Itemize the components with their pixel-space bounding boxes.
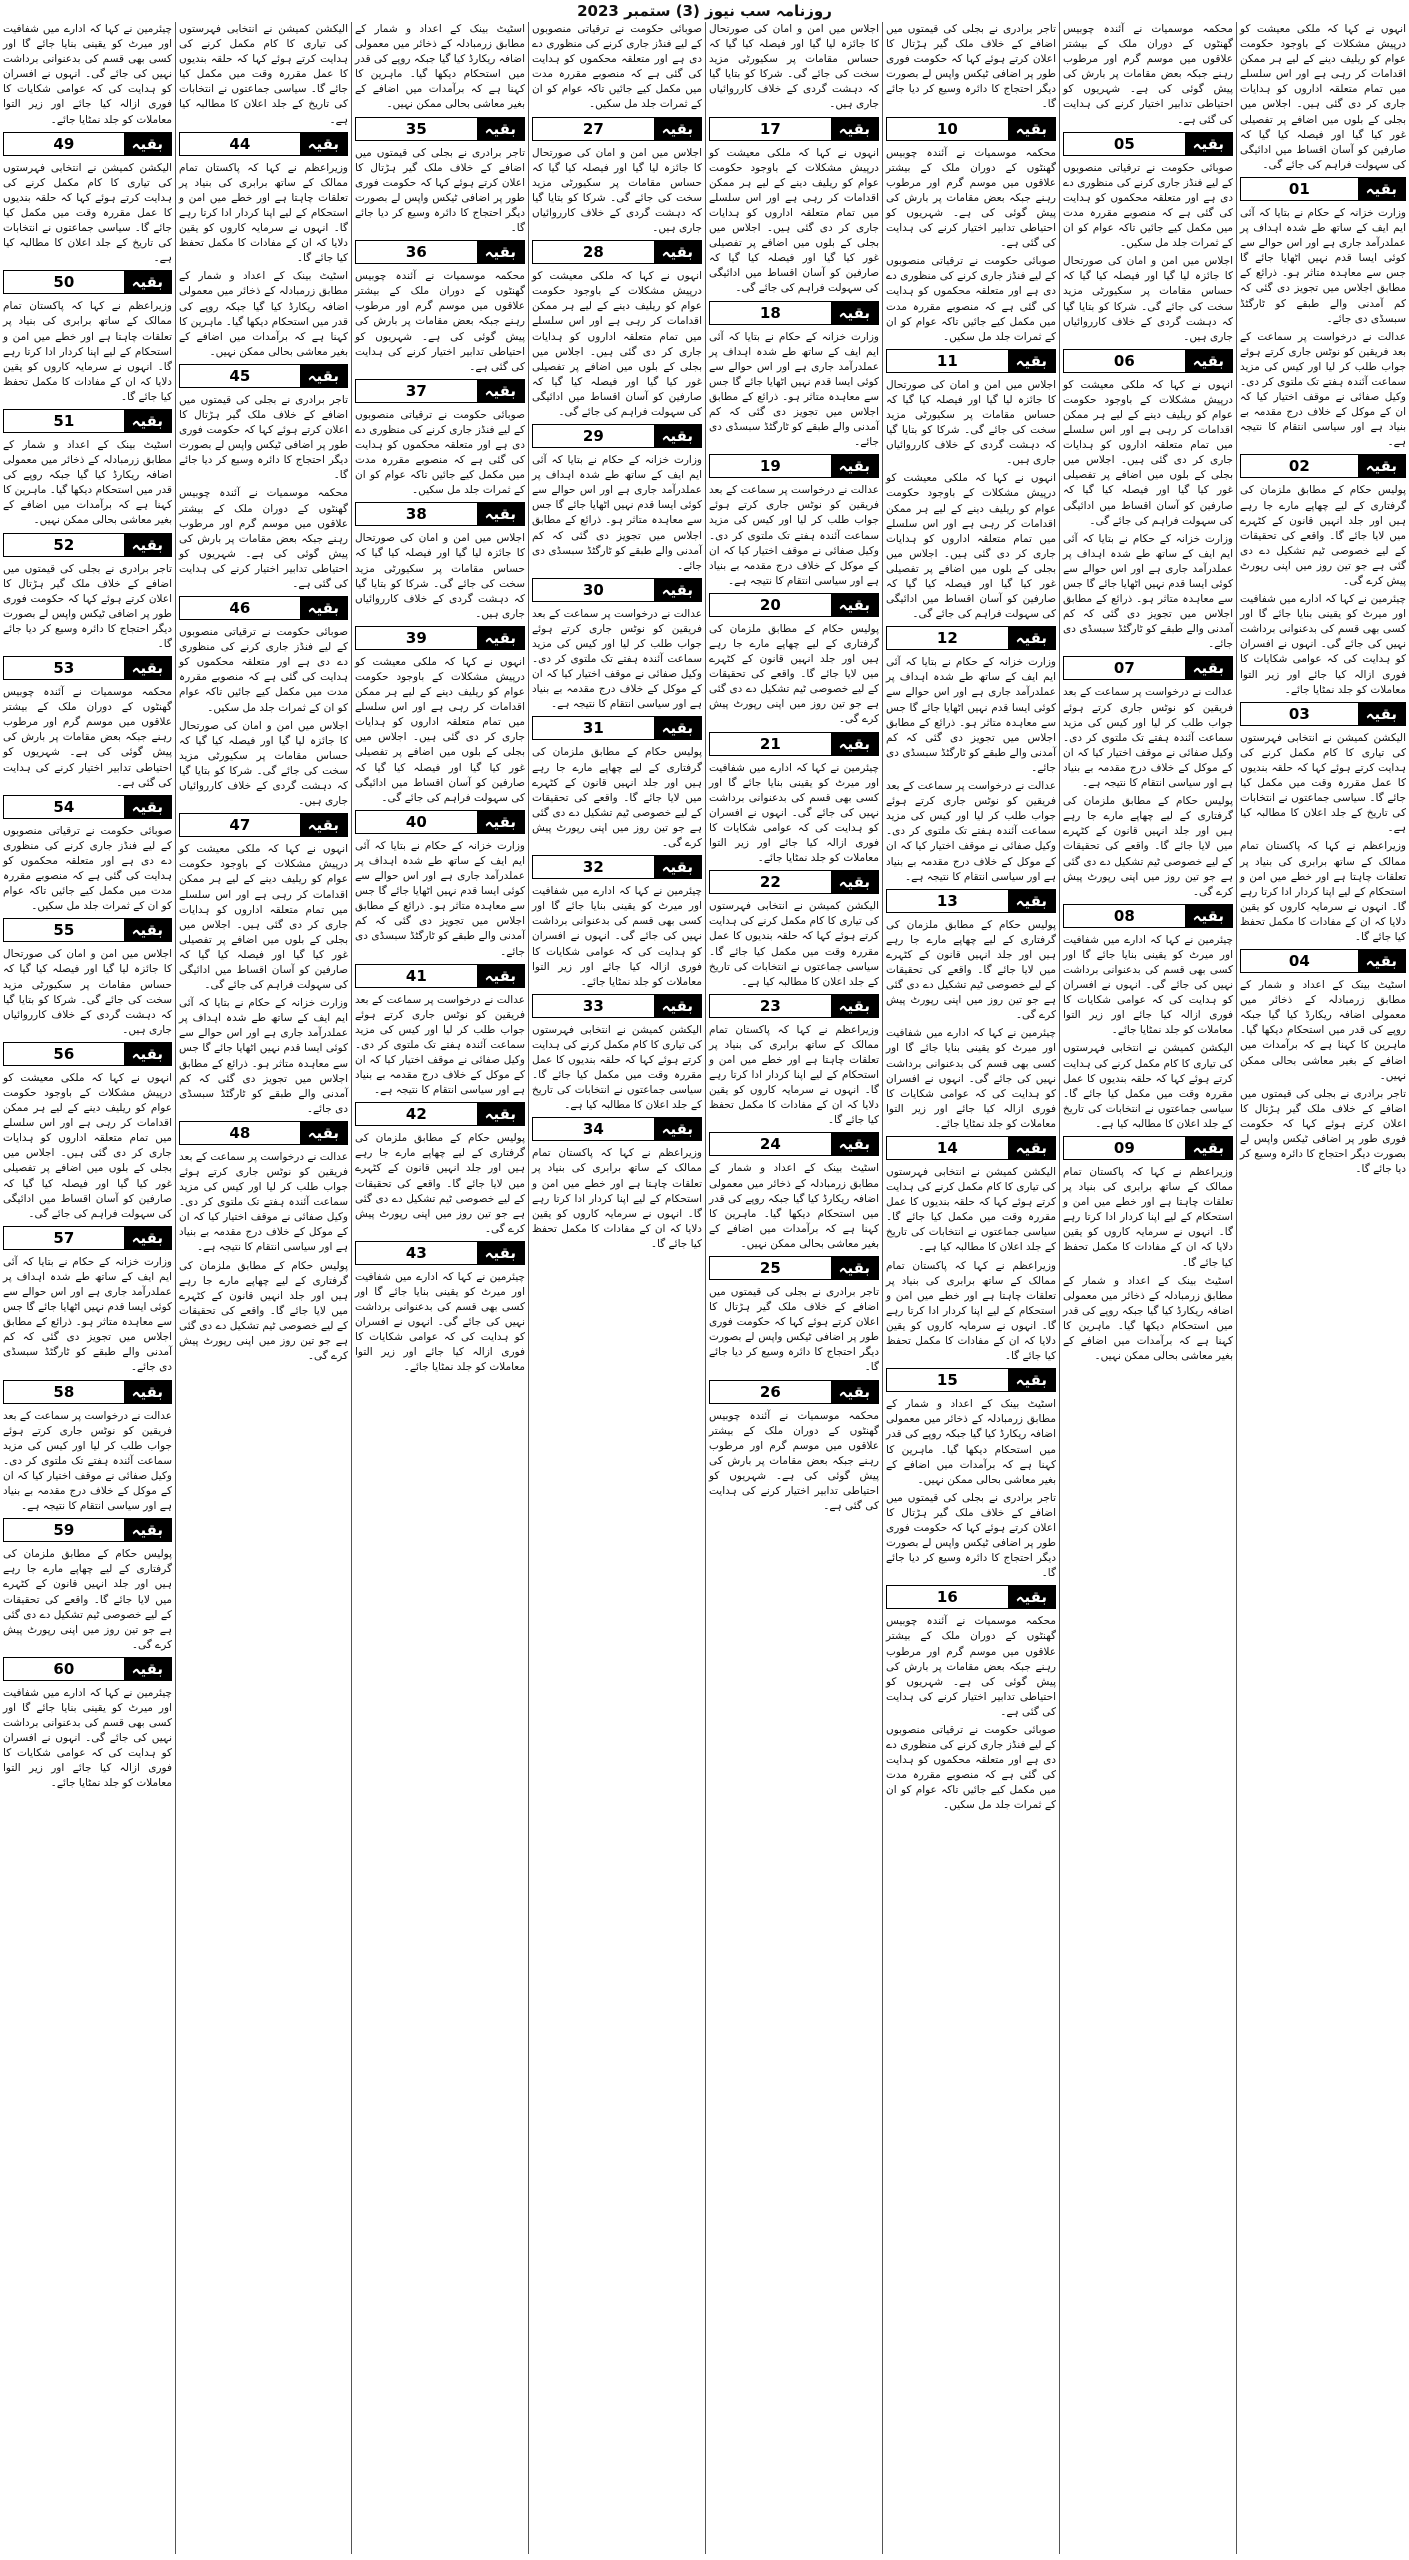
continued-number: 42 [405, 1105, 427, 1124]
article-text: چیئرمین نے کہا کہ ادارے میں شفافیت اور میرٹ کو یقینی بنایا جائے گا اور کسی بھی قسم کی بدعنوانی برداشت نہیں کی جائے گی۔ انہوں نے افسران کو ہدایت کی کہ عوامی شکایات کا فوری ازالہ کیا جائے اور زیر التوا معاملات کو جلد نمٹایا جائے۔ [709, 761, 879, 865]
article-text: پولیس حکام کے مطابق ملزمان کی گرفتاری کے لیے چھاپے مارے جا رہے ہیں اور جلد انہیں قانون کے کٹہرے میں لایا جائے گا۔ واقعے کی تحقیقات کے لیے خصوصی ٹیم تشکیل دے دی گئی ہے جو تین روز میں اپنی رپورٹ پیش کرے گی۔ [179, 1259, 348, 1363]
article-text: اجلاس میں امن و امان کی صورتحال کا جائزہ لیا گیا اور فیصلہ کیا گیا کہ حساس مقامات پر سکیورٹی مزید سخت کی جائے گی۔ شرکا کو بتایا گیا کہ دہشت گردی کے خلاف کارروائیاں جاری ہیں۔ [3, 948, 172, 1036]
continued-box [179, 364, 348, 388]
article-text: الیکشن کمیشن نے انتخابی فہرستوں کی تیاری کا کام مکمل کرنے کی ہدایت کرتے ہوئے کہا کہ حلقہ بندیوں کا عمل مقررہ وقت میں مکمل کیا جائے گا۔ سیاسی جماعتوں نے انتخابات کی تاریخ کے جلد اعلان کا مطالبہ کیا ہے۔ [1063, 1042, 1233, 1130]
article-text: چیئرمین نے کہا کہ ادارے میں شفافیت اور میرٹ کو یقینی بنایا جائے گا اور کسی بھی قسم کی بدعنوانی برداشت نہیں کی جائے گی۔ انہوں نے افسران کو ہدایت کی کہ عوامی شکایات کا فوری ازالہ کیا جائے اور زیر التوا معاملات کو جلد نمٹایا جائے۔ [3, 23, 172, 126]
article-text: تاجر برادری نے بجلی کی قیمتوں میں اضافے کے خلاف ملک گیر ہڑتال کا اعلان کرتے ہوئے کہا کہ حکومت فوری طور پر اضافی ٹیکس واپس لے بصورت دیگر احتجاج کا دائرہ وسیع کر دیا جائے گا۔ [355, 146, 525, 235]
article-text: اجلاس میں امن و امان کی صورتحال کا جائزہ لیا گیا اور فیصلہ کیا گیا کہ حساس مقامات پر سکیورٹی مزید سخت کی جائے گی۔ شرکا کو بتایا گیا کہ دہشت گردی کے خلاف کارروائیاں جاری ہیں۔ [886, 378, 1056, 467]
continued-number: 35 [405, 119, 427, 138]
article-text: صوبائی حکومت نے ترقیاتی منصوبوں کے لیے فنڈز جاری کرنے کی منظوری دے دی ہے اور متعلقہ محکموں کو ہدایت کی گئی ہے کہ منصوبے مقررہ مدت میں مکمل کیے جائیں تاکہ عوام کو ان کے ثمرات جلد مل سکیں۔ [179, 626, 348, 714]
article-text: انہوں نے کہا کہ ملکی معیشت کو درپیش مشکلات کے باوجود حکومت عوام کو ریلیف دینے کے لیے ہر ممکن اقدامات کر رہی ہے اور اس سلسلے میں تمام متعلقہ اداروں کو ہدایات جاری کر دی گئی ہیں۔ اجلاس میں بجلی کے بلوں میں اضافے پر تفصیلی غور کیا گیا اور فیصلہ کیا گیا کہ صارفین کو آسان اقساط میں ادائیگی کی سہولت فراہم کی جائے گی۔ [532, 270, 702, 418]
continued-box [179, 1121, 348, 1145]
continued-number: 36 [405, 243, 427, 262]
article-text: وزارت خزانہ کے حکام نے بتایا کہ آئی ایم ایف کے ساتھ طے شدہ اہداف پر عملدرآمد جاری ہے اور اس حوالے سے کوئی ایسا قدم نہیں اٹھایا جائے گا جس سے معاہدہ متاثر ہو۔ ذرائع کے مطابق اجلاس میں تجویز دی گئی کہ کم آمدنی والے طبقے کو ٹارگٹڈ سبسڈی دی جائے۔ [532, 454, 702, 572]
article-text: محکمہ موسمیات نے آئندہ چوبیس گھنٹوں کے دوران ملک کے بیشتر علاقوں میں موسم گرم اور مرطوب رہنے جبکہ بعض مقامات پر بارش کی پیش گوئی کی ہے۔ شہریوں کو احتیاطی تدابیر اختیار کرنے کی ہدایت کی گئی ہے۔ [355, 270, 525, 373]
continued-number: 43 [405, 1243, 427, 1262]
continued-number: 34 [582, 1120, 604, 1139]
continued-box [532, 716, 702, 740]
continued-box [1063, 904, 1233, 928]
continued-number: 18 [759, 303, 781, 322]
continued-number: 40 [405, 812, 427, 831]
continued-number: 56 [53, 1044, 75, 1063]
continued-number: 26 [759, 1382, 781, 1401]
continued-label: بقیہ [477, 1103, 524, 1125]
continued-label: بقیہ [831, 118, 878, 140]
continued-number: 37 [405, 381, 427, 400]
continued-box [1063, 656, 1233, 680]
article-text: عدالت نے درخواست پر سماعت کے بعد فریقین کو نوٹس جاری کرتے ہوئے جواب طلب کر لیا اور کیس کی مزید سماعت آئندہ ہفتے تک ملتوی کر دی۔ وکیل صفائی نے موقف اختیار کیا کہ ان کے موکل کے خلاف درج مقدمہ بے بنیاد ہے اور سیاسی انتقام کا نتیجہ ہے۔ [532, 607, 702, 711]
article-text: محکمہ موسمیات نے آئندہ چوبیس گھنٹوں کے دوران ملک کے بیشتر علاقوں میں موسم گرم اور مرطوب رہنے جبکہ بعض مقامات پر بارش کی پیش گوئی کی ہے۔ شہریوں کو احتیاطی تدابیر اختیار کرنے کی ہدایت کی گئی ہے۔ [179, 487, 348, 590]
continued-label: بقیہ [831, 594, 878, 616]
article-text: تاجر برادری نے بجلی کی قیمتوں میں اضافے کے خلاف ملک گیر ہڑتال کا اعلان کرتے ہوئے کہا کہ حکومت فوری طور پر اضافی ٹیکس واپس لے بصورت دیگر احتجاج کا دائرہ وسیع کر دیا جائے گا۔ [886, 23, 1056, 111]
continued-box [3, 1226, 172, 1250]
continued-number: 25 [759, 1259, 781, 1277]
continued-number: 21 [759, 734, 781, 753]
continued-box [355, 964, 525, 988]
article-text: عدالت نے درخواست پر سماعت کے بعد فریقین کو نوٹس جاری کرتے ہوئے جواب طلب کر لیا اور کیس کی مزید سماعت آئندہ ہفتے تک ملتوی کر دی۔ وکیل صفائی نے موقف اختیار کیا کہ ان کے موکل کے خلاف درج مقدمہ بے بنیاد ہے اور سیاسی انتقام کا نتیجہ ہے۔ [709, 484, 879, 587]
continued-box [179, 813, 348, 837]
continued-label: بقیہ [477, 1242, 524, 1264]
news-column-8 [0, 22, 175, 2554]
article-text: محکمہ موسمیات نے آئندہ چوبیس گھنٹوں کے دوران ملک کے بیشتر علاقوں میں موسم گرم اور مرطوب رہنے جبکہ بعض مقامات پر بارش کی پیش گوئی کی ہے۔ شہریوں کو احتیاطی تدابیر اختیار کرنے کی ہدایت کی گئی ہے۔ [886, 146, 1056, 250]
continued-number: 53 [53, 659, 75, 678]
article-text: انہوں نے کہا کہ ملکی معیشت کو درپیش مشکلات کے باوجود حکومت عوام کو ریلیف دینے کے لیے ہر ممکن اقدامات کر رہی ہے اور اس سلسلے میں تمام متعلقہ اداروں کو ہدایات جاری کر دی گئی ہیں۔ اجلاس میں بجلی کے بلوں میں اضافے پر تفصیلی غور کیا گیا اور فیصلہ کیا گیا کہ صارفین کو آسان اقساط میں ادائیگی کی سہولت فراہم کی جائے گی۔ [355, 655, 525, 804]
continued-number: 05 [1113, 134, 1135, 153]
continued-label: بقیہ [477, 503, 524, 525]
continued-box [886, 1585, 1056, 1609]
continued-label: بقیہ [1185, 1137, 1232, 1159]
article-text: عدالت نے درخواست پر سماعت کے بعد فریقین کو نوٹس جاری کرتے ہوئے جواب طلب کر لیا اور کیس کی مزید سماعت آئندہ ہفتے تک ملتوی کر دی۔ وکیل صفائی نے موقف اختیار کیا کہ ان کے موکل کے خلاف درج مقدمہ بے بنیاد ہے اور سیاسی انتقام کا نتیجہ ہے۔ [179, 1150, 348, 1254]
continued-label: بقیہ [477, 118, 524, 140]
continued-label: بقیہ [124, 1658, 171, 1680]
article-text: انہوں نے کہا کہ ملکی معیشت کو درپیش مشکلات کے باوجود حکومت عوام کو ریلیف دینے کے لیے ہر ممکن اقدامات کر رہی ہے اور اس سلسلے میں تمام متعلقہ اداروں کو ہدایات جاری کر دی گئی ہیں۔ اجلاس میں بجلی کے بلوں میں اضافے پر تفصیلی غور کیا گیا اور فیصلہ کیا گیا کہ صارفین کو آسان اقساط میں ادائیگی کی سہولت فراہم کی جائے گی۔ [886, 472, 1056, 621]
continued-number: 55 [53, 921, 75, 940]
article-text: صوبائی حکومت نے ترقیاتی منصوبوں کے لیے فنڈز جاری کرنے کی منظوری دے دی ہے اور متعلقہ محکموں کو ہدایت کی گئی ہے کہ منصوبے مقررہ مدت میں مکمل کیے جائیں تاکہ عوام کو ان کے ثمرات جلد مل سکیں۔ [886, 1724, 1056, 1812]
article-text: محکمہ موسمیات نے آئندہ چوبیس گھنٹوں کے دوران ملک کے بیشتر علاقوں میں موسم گرم اور مرطوب رہنے جبکہ بعض مقامات پر بارش کی پیش گوئی کی ہے۔ شہریوں کو احتیاطی تدابیر اختیار کرنے کی ہدایت کی گئی ہے۔ [709, 1409, 879, 1513]
continued-label: بقیہ [831, 1257, 878, 1279]
continued-box [1240, 949, 1406, 973]
article-text: وزیراعظم نے کہا کہ پاکستان تمام ممالک کے ساتھ برابری کی بنیاد پر تعلقات چاہتا ہے اور خطے میں امن و استحکام کے لیے اپنا کردار ادا کرتا رہے گا۔ انہوں نے سرمایہ کاروں کو یقین دلایا کہ ان کے مفادات کا مکمل تحفظ کیا جائے گا۔ [3, 300, 172, 403]
continued-number: 48 [229, 1123, 251, 1142]
continued-number: 32 [582, 858, 604, 877]
continued-number: 24 [759, 1135, 781, 1154]
continued-label: بقیہ [1358, 703, 1405, 725]
continued-number: 39 [405, 628, 427, 647]
continued-label: بقیہ [1358, 178, 1405, 200]
article-text: محکمہ موسمیات نے آئندہ چوبیس گھنٹوں کے دوران ملک کے بیشتر علاقوں میں موسم گرم اور مرطوب رہنے جبکہ بعض مقامات پر بارش کی پیش گوئی کی ہے۔ شہریوں کو احتیاطی تدابیر اختیار کرنے کی ہدایت کی گئی ہے۔ [3, 686, 172, 789]
column-divider [705, 22, 706, 2554]
continued-box [532, 994, 702, 1018]
continued-number: 51 [53, 411, 75, 430]
news-column-4 [706, 22, 882, 2554]
article-text: محکمہ موسمیات نے آئندہ چوبیس گھنٹوں کے دوران ملک کے بیشتر علاقوں میں موسم گرم اور مرطوب رہنے جبکہ بعض مقامات پر بارش کی پیش گوئی کی ہے۔ شہریوں کو احتیاطی تدابیر اختیار کرنے کی ہدایت کی گئی ہے۔ [886, 1615, 1056, 1718]
continued-label: بقیہ [300, 814, 347, 836]
continued-number: 52 [53, 535, 75, 554]
continued-label: بقیہ [1185, 350, 1232, 372]
continued-number: 38 [405, 505, 427, 524]
article-text: چیئرمین نے کہا کہ ادارے میں شفافیت اور میرٹ کو یقینی بنایا جائے گا اور کسی بھی قسم کی بدعنوانی برداشت نہیں کی جائے گی۔ انہوں نے افسران کو ہدایت کی کہ عوامی شکایات کا فوری ازالہ کیا جائے اور زیر التوا معاملات کو جلد نمٹایا جائے۔ [3, 1686, 172, 1790]
continued-label: بقیہ [831, 995, 878, 1017]
continued-label: بقیہ [300, 1122, 347, 1144]
continued-label: بقیہ [124, 534, 171, 556]
continued-box [3, 409, 172, 433]
continued-label: بقیہ [654, 241, 701, 263]
continued-label: بقیہ [1185, 905, 1232, 927]
continued-number: 50 [53, 273, 75, 292]
continued-number: 54 [53, 797, 75, 816]
continued-label: بقیہ [831, 455, 878, 477]
article-text: الیکشن کمیشن نے انتخابی فہرستوں کی تیاری کا کام مکمل کرنے کی ہدایت کرتے ہوئے کہا کہ حلقہ بندیوں کا عمل مقررہ وقت میں مکمل کیا جائے گا۔ سیاسی جماعتوں نے انتخابات کی تاریخ کے جلد اعلان کا مطالبہ کیا ہے۔ [179, 23, 348, 126]
continued-label: بقیہ [124, 133, 171, 155]
article-text: محکمہ موسمیات نے آئندہ چوبیس گھنٹوں کے دوران ملک کے بیشتر علاقوں میں موسم گرم اور مرطوب رہنے جبکہ بعض مقامات پر بارش کی پیش گوئی کی ہے۔ شہریوں کو احتیاطی تدابیر اختیار کرنے کی ہدایت کی گئی ہے۔ [1063, 23, 1233, 126]
continued-box [886, 1136, 1056, 1160]
article-text: وزیراعظم نے کہا کہ پاکستان تمام ممالک کے ساتھ برابری کی بنیاد پر تعلقات چاہتا ہے اور خطے میں امن و استحکام کے لیے اپنا کردار ادا کرتا رہے گا۔ انہوں نے سرمایہ کاروں کو یقین دلایا کہ ان کے مفادات کا مکمل تحفظ کیا جائے گا۔ [886, 1259, 1056, 1363]
continued-number: 23 [759, 996, 781, 1015]
continued-label: بقیہ [300, 597, 347, 619]
continued-number: 27 [582, 119, 604, 138]
article-text: عدالت نے درخواست پر سماعت کے بعد فریقین کو نوٹس جاری کرتے ہوئے جواب طلب کر لیا اور کیس کی مزید سماعت آئندہ ہفتے تک ملتوی کر دی۔ وکیل صفائی نے موقف اختیار کیا کہ ان کے موکل کے خلاف درج مقدمہ بے بنیاد ہے اور سیاسی انتقام کا نتیجہ ہے۔ [886, 780, 1056, 883]
continued-number: 07 [1113, 659, 1135, 678]
continued-number: 60 [53, 1659, 75, 1678]
article-text: پولیس حکام کے مطابق ملزمان کی گرفتاری کے لیے چھاپے مارے جا رہے ہیں اور جلد انہیں قانون کے کٹہرے میں لایا جائے گا۔ واقعے کی تحقیقات کے لیے خصوصی ٹیم تشکیل دے دی گئی ہے جو تین روز میں اپنی رپورٹ پیش کرے گی۔ [355, 1132, 525, 1235]
continued-number: 11 [936, 351, 958, 370]
continued-number: 22 [759, 873, 781, 892]
continued-number: 01 [1288, 179, 1310, 198]
continued-label: بقیہ [124, 657, 171, 679]
continued-number: 12 [936, 629, 958, 648]
article-text: وزارت خزانہ کے حکام نے بتایا کہ آئی ایم ایف کے ساتھ طے شدہ اہداف پر عملدرآمد جاری ہے اور اس حوالے سے کوئی ایسا قدم نہیں اٹھایا جائے گا جس سے معاہدہ متاثر ہو۔ ذرائع کے مطابق اجلاس میں تجویز دی گئی کہ کم آمدنی والے طبقے کو ٹارگٹڈ سبسڈی دی جائے۔ [179, 997, 348, 1115]
continued-number: 47 [229, 816, 251, 835]
continued-box [355, 626, 525, 650]
continued-box [1063, 132, 1233, 156]
article-text: انہوں نے کہا کہ ملکی معیشت کو درپیش مشکلات کے باوجود حکومت عوام کو ریلیف دینے کے لیے ہر ممکن اقدامات کر رہی ہے اور اس سلسلے میں تمام متعلقہ اداروں کو ہدایات جاری کر دی گئی ہیں۔ اجلاس میں بجلی کے بلوں میں اضافے پر تفصیلی غور کیا گیا اور فیصلہ کیا گیا کہ صارفین کو آسان اقساط میں ادائیگی کی سہولت فراہم کی جائے گی۔ [179, 843, 348, 992]
article-text: اجلاس میں امن و امان کی صورتحال کا جائزہ لیا گیا اور فیصلہ کیا گیا کہ حساس مقامات پر سکیورٹی مزید سخت کی جائے گی۔ شرکا کو بتایا گیا کہ دہشت گردی کے خلاف کارروائیاں جاری ہیں۔ [355, 532, 525, 620]
continued-label: بقیہ [124, 1381, 171, 1403]
continued-label: بقیہ [1358, 950, 1405, 972]
column-divider [175, 22, 176, 2554]
page-date-header: روزنامہ سب نیوز (3) ستمبر 2023 [577, 2, 832, 20]
continued-label: بقیہ [654, 579, 701, 601]
continued-label: بقیہ [1185, 133, 1232, 155]
continued-box [532, 424, 702, 448]
continued-box [3, 270, 172, 294]
continued-box [709, 732, 879, 756]
continued-label: بقیہ [124, 1519, 171, 1541]
continued-number: 13 [936, 891, 958, 910]
continued-label: بقیہ [654, 118, 701, 140]
article-text: اسٹیٹ بینک کے اعداد و شمار کے مطابق زرمبادلہ کے ذخائر میں معمولی اضافہ ریکارڈ کیا گیا جبکہ روپے کی قدر میں استحکام دیکھا گیا۔ ماہرین کا کہنا ہے کہ برآمدات میں اضافے کے بغیر معاشی بحالی ممکن نہیں۔ [1063, 1274, 1233, 1363]
continued-box [355, 810, 525, 834]
article-text: صوبائی حکومت نے ترقیاتی منصوبوں کے لیے فنڈز جاری کرنے کی منظوری دے دی ہے اور متعلقہ محکموں کو ہدایت کی گئی ہے کہ منصوبے مقررہ مدت میں مکمل کیے جائیں تاکہ عوام کو ان کے ثمرات جلد مل سکیں۔ [886, 255, 1056, 343]
continued-label: بقیہ [831, 1133, 878, 1155]
continued-number: 06 [1113, 351, 1135, 370]
continued-number: 29 [582, 427, 604, 446]
continued-label: بقیہ [1008, 1137, 1055, 1159]
continued-label: بقیہ [300, 133, 347, 155]
continued-box [709, 1380, 879, 1404]
continued-box [1063, 1136, 1233, 1160]
continued-number: 30 [582, 580, 604, 599]
continued-label: بقیہ [124, 271, 171, 293]
article-text: پولیس حکام کے مطابق ملزمان کی گرفتاری کے لیے چھاپے مارے جا رہے ہیں اور جلد انہیں قانون کے کٹہرے میں لایا جائے گا۔ واقعے کی تحقیقات کے لیے خصوصی ٹیم تشکیل دے دی گئی ہے جو تین روز میں اپنی رپورٹ پیش کرے گی۔ [1240, 484, 1406, 587]
continued-number: 45 [229, 366, 251, 385]
continued-box [355, 502, 525, 526]
article-text: پولیس حکام کے مطابق ملزمان کی گرفتاری کے لیے چھاپے مارے جا رہے ہیں اور جلد انہیں قانون کے کٹہرے میں لایا جائے گا۔ واقعے کی تحقیقات کے لیے خصوصی ٹیم تشکیل دے دی گئی ہے جو تین روز میں اپنی رپورٹ پیش کرے گی۔ [1063, 795, 1233, 898]
article-text: الیکشن کمیشن نے انتخابی فہرستوں کی تیاری کا کام مکمل کرنے کی ہدایت کرتے ہوئے کہا کہ حلقہ بندیوں کا عمل مقررہ وقت میں مکمل کیا جائے گا۔ سیاسی جماعتوں نے انتخابات کی تاریخ کے جلد اعلان کا مطالبہ کیا ہے۔ [1240, 731, 1406, 835]
continued-box [886, 626, 1056, 650]
article-text: چیئرمین نے کہا کہ ادارے میں شفافیت اور میرٹ کو یقینی بنایا جائے گا اور کسی بھی قسم کی بدعنوانی برداشت نہیں کی جائے گی۔ انہوں نے افسران کو ہدایت کی کہ عوامی شکایات کا فوری ازالہ کیا جائے اور زیر التوا معاملات کو جلد نمٹایا جائے۔ [1240, 593, 1406, 696]
continued-box [886, 889, 1056, 913]
article-text: وزارت خزانہ کے حکام نے بتایا کہ آئی ایم ایف کے ساتھ طے شدہ اہداف پر عملدرآمد جاری ہے اور اس حوالے سے کوئی ایسا قدم نہیں اٹھایا جائے گا جس سے معاہدہ متاثر ہو۔ ذرائع کے مطابق اجلاس میں تجویز دی گئی کہ کم آمدنی والے طبقے کو ٹارگٹڈ سبسڈی دی جائے۔ [886, 656, 1056, 774]
article-text: وزیراعظم نے کہا کہ پاکستان تمام ممالک کے ساتھ برابری کی بنیاد پر تعلقات چاہتا ہے اور خطے میں امن و استحکام کے لیے اپنا کردار ادا کرتا رہے گا۔ انہوں نے سرمایہ کاروں کو یقین دلایا کہ ان کے مفادات کا مکمل تحفظ کیا جائے گا۔ [532, 1147, 702, 1250]
continued-box [886, 117, 1056, 141]
article-text: پولیس حکام کے مطابق ملزمان کی گرفتاری کے لیے چھاپے مارے جا رہے ہیں اور جلد انہیں قانون کے کٹہرے میں لایا جائے گا۔ واقعے کی تحقیقات کے لیے خصوصی ٹیم تشکیل دے دی گئی ہے جو تین روز میں اپنی رپورٹ پیش کرے گی۔ [886, 918, 1056, 1022]
article-text: پولیس حکام کے مطابق ملزمان کی گرفتاری کے لیے چھاپے مارے جا رہے ہیں اور جلد انہیں قانون کے کٹہرے میں لایا جائے گا۔ واقعے کی تحقیقات کے لیے خصوصی ٹیم تشکیل دے دی گئی ہے جو تین روز میں اپنی رپورٹ پیش کرے گی۔ [709, 622, 879, 726]
continued-label: بقیہ [831, 871, 878, 893]
news-column-3 [883, 22, 1059, 2554]
continued-label: بقیہ [477, 241, 524, 263]
article-text: صوبائی حکومت نے ترقیاتی منصوبوں کے لیے فنڈز جاری کرنے کی منظوری دے دی ہے اور متعلقہ محکموں کو ہدایت کی گئی ہے کہ منصوبے مقررہ مدت میں مکمل کیے جائیں تاکہ عوام کو ان کے ثمرات جلد مل سکیں۔ [532, 23, 702, 111]
continued-label: بقیہ [300, 365, 347, 387]
continued-number: 03 [1288, 704, 1310, 723]
article-text: الیکشن کمیشن نے انتخابی فہرستوں کی تیاری کا کام مکمل کرنے کی ہدایت کرتے ہوئے کہا کہ حلقہ بندیوں کا عمل مقررہ وقت میں مکمل کیا جائے گا۔ سیاسی جماعتوں نے انتخابات کی تاریخ کے جلد اعلان کا مطالبہ کیا ہے۔ [532, 1023, 702, 1112]
continued-box [3, 918, 172, 942]
article-text: پولیس حکام کے مطابق ملزمان کی گرفتاری کے لیے چھاپے مارے جا رہے ہیں اور جلد انہیں قانون کے کٹہرے میں لایا جائے گا۔ واقعے کی تحقیقات کے لیے خصوصی ٹیم تشکیل دے دی گئی ہے جو تین روز میں اپنی رپورٹ پیش کرے گی۔ [532, 746, 702, 850]
continued-box [3, 1518, 172, 1542]
continued-box [179, 132, 348, 156]
article-text: وزیراعظم نے کہا کہ پاکستان تمام ممالک کے ساتھ برابری کی بنیاد پر تعلقات چاہتا ہے اور خطے میں امن و استحکام کے لیے اپنا کردار ادا کرتا رہے گا۔ انہوں نے سرمایہ کاروں کو یقین دلایا کہ ان کے مفادات کا مکمل تحفظ کیا جائے گا۔ [709, 1023, 879, 1127]
article-text: انہوں نے کہا کہ ملکی معیشت کو درپیش مشکلات کے باوجود حکومت عوام کو ریلیف دینے کے لیے ہر ممکن اقدامات کر رہی ہے اور اس سلسلے میں تمام متعلقہ اداروں کو ہدایات جاری کر دی گئی ہیں۔ اجلاس میں بجلی کے بلوں میں اضافے پر تفصیلی غور کیا گیا اور فیصلہ کیا گیا کہ صارفین کو آسان اقساط میں ادائیگی کی سہولت فراہم کی جائے گی۔ [1063, 378, 1233, 527]
article-text: عدالت نے درخواست پر سماعت کے بعد فریقین کو نوٹس جاری کرتے ہوئے جواب طلب کر لیا اور کیس کی مزید سماعت آئندہ ہفتے تک ملتوی کر دی۔ وکیل صفائی نے موقف اختیار کیا کہ ان کے موکل کے خلاف درج مقدمہ بے بنیاد ہے اور سیاسی انتقام کا نتیجہ ہے۔ [1240, 330, 1406, 449]
continued-number: 58 [53, 1382, 75, 1401]
continued-box [355, 1241, 525, 1265]
continued-box [532, 240, 702, 264]
continued-number: 59 [53, 1521, 75, 1540]
continued-label: بقیہ [831, 302, 878, 324]
continued-label: بقیہ [124, 919, 171, 941]
article-text: الیکشن کمیشن نے انتخابی فہرستوں کی تیاری کا کام مکمل کرنے کی ہدایت کرتے ہوئے کہا کہ حلقہ بندیوں کا عمل مقررہ وقت میں مکمل کیا جائے گا۔ سیاسی جماعتوں نے انتخابات کی تاریخ کے جلد اعلان کا مطالبہ کیا ہے۔ [709, 900, 879, 988]
article-text: وزارت خزانہ کے حکام نے بتایا کہ آئی ایم ایف کے ساتھ طے شدہ اہداف پر عملدرآمد جاری ہے اور اس حوالے سے کوئی ایسا قدم نہیں اٹھایا جائے گا جس سے معاہدہ متاثر ہو۔ ذرائع کے مطابق اجلاس میں تجویز دی گئی کہ کم آمدنی والے طبقے کو ٹارگٹڈ سبسڈی دی جائے۔ [355, 839, 525, 958]
continued-number: 08 [1113, 906, 1135, 925]
continued-label: بقیہ [654, 995, 701, 1017]
continued-number: 31 [582, 719, 604, 738]
continued-box [3, 533, 172, 557]
article-text: عدالت نے درخواست پر سماعت کے بعد فریقین کو نوٹس جاری کرتے ہوئے جواب طلب کر لیا اور کیس کی مزید سماعت آئندہ ہفتے تک ملتوی کر دی۔ وکیل صفائی نے موقف اختیار کیا کہ ان کے موکل کے خلاف درج مقدمہ بے بنیاد ہے اور سیاسی انتقام کا نتیجہ ہے۔ [1063, 686, 1233, 790]
article-text: اسٹیٹ بینک کے اعداد و شمار کے مطابق زرمبادلہ کے ذخائر میں معمولی اضافہ ریکارڈ کیا گیا جبکہ روپے کی قدر میں استحکام دیکھا گیا۔ ماہرین کا کہنا ہے کہ برآمدات میں اضافے کے بغیر معاشی بحالی ممکن نہیں۔ [1240, 979, 1406, 1082]
article-text: صوبائی حکومت نے ترقیاتی منصوبوں کے لیے فنڈز جاری کرنے کی منظوری دے دی ہے اور متعلقہ محکموں کو ہدایت کی گئی ہے کہ منصوبے مقررہ مدت میں مکمل کیے جائیں تاکہ عوام کو ان کے ثمرات جلد مل سکیں۔ [355, 408, 525, 497]
article-text: وزارت خزانہ کے حکام نے بتایا کہ آئی ایم ایف کے ساتھ طے شدہ اہداف پر عملدرآمد جاری ہے اور اس حوالے سے کوئی ایسا قدم نہیں اٹھایا جائے گا جس سے معاہدہ متاثر ہو۔ ذرائع کے مطابق اجلاس میں تجویز دی گئی کہ کم آمدنی والے طبقے کو ٹارگٹڈ سبسڈی دی جائے۔ [1240, 206, 1406, 325]
continued-box [3, 132, 172, 156]
column-divider [1059, 22, 1060, 2554]
continued-box [532, 117, 702, 141]
continued-number: 46 [229, 599, 251, 618]
article-text: اسٹیٹ بینک کے اعداد و شمار کے مطابق زرمبادلہ کے ذخائر میں معمولی اضافہ ریکارڈ کیا گیا جبکہ روپے کی قدر میں استحکام دیکھا گیا۔ ماہرین کا کہنا ہے کہ برآمدات میں اضافے کے بغیر معاشی بحالی ممکن نہیں۔ [355, 23, 525, 111]
article-text: وزارت خزانہ کے حکام نے بتایا کہ آئی ایم ایف کے ساتھ طے شدہ اہداف پر عملدرآمد جاری ہے اور اس حوالے سے کوئی ایسا قدم نہیں اٹھایا جائے گا جس سے معاہدہ متاثر ہو۔ ذرائع کے مطابق اجلاس میں تجویز دی گئی کہ کم آمدنی والے طبقے کو ٹارگٹڈ سبسڈی دی جائے۔ [709, 330, 879, 449]
article-text: انہوں نے کہا کہ ملکی معیشت کو درپیش مشکلات کے باوجود حکومت عوام کو ریلیف دینے کے لیے ہر ممکن اقدامات کر رہی ہے اور اس سلسلے میں تمام متعلقہ اداروں کو ہدایات جاری کر دی گئی ہیں۔ اجلاس میں بجلی کے بلوں میں اضافے پر تفصیلی غور کیا گیا اور فیصلہ کیا گیا کہ صارفین کو آسان اقساط میں ادائیگی کی سہولت فراہم کی جائے گی۔ [709, 146, 879, 295]
continued-box [1063, 349, 1233, 373]
article-text: اسٹیٹ بینک کے اعداد و شمار کے مطابق زرمبادلہ کے ذخائر میں معمولی اضافہ ریکارڈ کیا گیا جبکہ روپے کی قدر میں استحکام دیکھا گیا۔ ماہرین کا کہنا ہے کہ برآمدات میں اضافے کے بغیر معاشی بحالی ممکن نہیں۔ [3, 438, 172, 527]
continued-label: بقیہ [477, 627, 524, 649]
continued-number: 10 [936, 119, 958, 138]
continued-number: 33 [582, 996, 604, 1015]
continued-label: بقیہ [1008, 1586, 1055, 1608]
continued-box [355, 240, 525, 264]
continued-number: 16 [936, 1588, 958, 1607]
continued-number: 09 [1113, 1139, 1135, 1157]
article-text: پولیس حکام کے مطابق ملزمان کی گرفتاری کے لیے چھاپے مارے جا رہے ہیں اور جلد انہیں قانون کے کٹہرے میں لایا جائے گا۔ واقعے کی تحقیقات کے لیے خصوصی ٹیم تشکیل دے دی گئی ہے جو تین روز میں اپنی رپورٹ پیش کرے گی۔ [3, 1548, 172, 1651]
article-text: صوبائی حکومت نے ترقیاتی منصوبوں کے لیے فنڈز جاری کرنے کی منظوری دے دی ہے اور متعلقہ محکموں کو ہدایت کی گئی ہے کہ منصوبے مقررہ مدت میں مکمل کیے جائیں تاکہ عوام کو ان کے ثمرات جلد مل سکیں۔ [1063, 161, 1233, 250]
article-text: اجلاس میں امن و امان کی صورتحال کا جائزہ لیا گیا اور فیصلہ کیا گیا کہ حساس مقامات پر سکیورٹی مزید سخت کی جائے گی۔ شرکا کو بتایا گیا کہ دہشت گردی کے خلاف کارروائیاں جاری ہیں۔ [1063, 255, 1233, 343]
continued-label: بقیہ [831, 733, 878, 755]
continued-label: بقیہ [477, 965, 524, 987]
article-text: چیئرمین نے کہا کہ ادارے میں شفافیت اور میرٹ کو یقینی بنایا جائے گا اور کسی بھی قسم کی بدعنوانی برداشت نہیں کی جائے گی۔ انہوں نے افسران کو ہدایت کی کہ عوامی شکایات کا فوری ازالہ کیا جائے اور زیر التوا معاملات کو جلد نمٹایا جائے۔ [355, 1270, 525, 1374]
continued-number: 14 [936, 1139, 958, 1157]
continued-box [3, 1657, 172, 1681]
continued-box [709, 870, 879, 894]
continued-box [355, 117, 525, 141]
article-text: چیئرمین نے کہا کہ ادارے میں شفافیت اور میرٹ کو یقینی بنایا جائے گا اور کسی بھی قسم کی بدعنوانی برداشت نہیں کی جائے گی۔ انہوں نے افسران کو ہدایت کی کہ عوامی شکایات کا فوری ازالہ کیا جائے اور زیر التوا معاملات کو جلد نمٹایا جائے۔ [1063, 933, 1233, 1037]
article-text: تاجر برادری نے بجلی کی قیمتوں میں اضافے کے خلاف ملک گیر ہڑتال کا اعلان کرتے ہوئے کہا کہ حکومت فوری طور پر اضافی ٹیکس واپس لے بصورت دیگر احتجاج کا دائرہ وسیع کر دیا جائے گا۔ [179, 393, 348, 482]
continued-number: 41 [405, 966, 427, 985]
continued-box [709, 454, 879, 478]
article-text: اسٹیٹ بینک کے اعداد و شمار کے مطابق زرمبادلہ کے ذخائر میں معمولی اضافہ ریکارڈ کیا گیا جبکہ روپے کی قدر میں استحکام دیکھا گیا۔ ماہرین کا کہنا ہے کہ برآمدات میں اضافے کے بغیر معاشی بحالی ممکن نہیں۔ [886, 1398, 1056, 1486]
continued-box [709, 117, 879, 141]
article-text: انہوں نے کہا کہ ملکی معیشت کو درپیش مشکلات کے باوجود حکومت عوام کو ریلیف دینے کے لیے ہر ممکن اقدامات کر رہی ہے اور اس سلسلے میں تمام متعلقہ اداروں کو ہدایات جاری کر دی گئی ہیں۔ اجلاس میں بجلی کے بلوں میں اضافے پر تفصیلی غور کیا گیا اور فیصلہ کیا گیا کہ صارفین کو آسان اقساط میں ادائیگی کی سہولت فراہم کی جائے گی۔ [1240, 23, 1406, 171]
column-divider [1236, 22, 1237, 2554]
continued-number: 17 [759, 119, 781, 138]
continued-number: 49 [53, 134, 75, 153]
article-text: تاجر برادری نے بجلی کی قیمتوں میں اضافے کے خلاف ملک گیر ہڑتال کا اعلان کرتے ہوئے کہا کہ حکومت فوری طور پر اضافی ٹیکس واپس لے بصورت دیگر احتجاج کا دائرہ وسیع کر دیا جائے گا۔ [886, 1491, 1056, 1580]
continued-box [532, 1117, 702, 1141]
article-text: تاجر برادری نے بجلی کی قیمتوں میں اضافے کے خلاف ملک گیر ہڑتال کا اعلان کرتے ہوئے کہا کہ حکومت فوری طور پر اضافی ٹیکس واپس لے بصورت دیگر احتجاج کا دائرہ وسیع کر دیا جائے گا۔ [709, 1286, 879, 1374]
continued-box [1240, 702, 1406, 726]
continued-label: بقیہ [124, 796, 171, 818]
article-text: انہوں نے کہا کہ ملکی معیشت کو درپیش مشکلات کے باوجود حکومت عوام کو ریلیف دینے کے لیے ہر ممکن اقدامات کر رہی ہے اور اس سلسلے میں تمام متعلقہ اداروں کو ہدایات جاری کر دی گئی ہیں۔ اجلاس میں بجلی کے بلوں میں اضافے پر تفصیلی غور کیا گیا اور فیصلہ کیا گیا کہ صارفین کو آسان اقساط میں ادائیگی کی سہولت فراہم کی جائے گی۔ [3, 1071, 172, 1220]
article-text: اسٹیٹ بینک کے اعداد و شمار کے مطابق زرمبادلہ کے ذخائر میں معمولی اضافہ ریکارڈ کیا گیا جبکہ روپے کی قدر میں استحکام دیکھا گیا۔ ماہرین کا کہنا ہے کہ برآمدات میں اضافے کے بغیر معاشی بحالی ممکن نہیں۔ [179, 270, 348, 358]
article-text: وزیراعظم نے کہا کہ پاکستان تمام ممالک کے ساتھ برابری کی بنیاد پر تعلقات چاہتا ہے اور خطے میں امن و استحکام کے لیے اپنا کردار ادا کرتا رہے گا۔ انہوں نے سرمایہ کاروں کو یقین دلایا کہ ان کے مفادات کا مکمل تحفظ کیا جائے گا۔ [1240, 840, 1406, 943]
article-text: وزیراعظم نے کہا کہ پاکستان تمام ممالک کے ساتھ برابری کی بنیاد پر تعلقات چاہتا ہے اور خطے میں امن و استحکام کے لیے اپنا کردار ادا کرتا رہے گا۔ انہوں نے سرمایہ کاروں کو یقین دلایا کہ ان کے مفادات کا مکمل تحفظ کیا جائے گا۔ [179, 161, 348, 265]
continued-label: بقیہ [654, 425, 701, 447]
continued-box [179, 596, 348, 620]
article-text: اسٹیٹ بینک کے اعداد و شمار کے مطابق زرمبادلہ کے ذخائر میں معمولی اضافہ ریکارڈ کیا گیا جبکہ روپے کی قدر میں استحکام دیکھا گیا۔ ماہرین کا کہنا ہے کہ برآمدات میں اضافے کے بغیر معاشی بحالی ممکن نہیں۔ [709, 1162, 879, 1250]
continued-label: بقیہ [124, 1227, 171, 1249]
continued-box [886, 1368, 1056, 1392]
continued-box [3, 795, 172, 819]
article-text: الیکشن کمیشن نے انتخابی فہرستوں کی تیاری کا کام مکمل کرنے کی ہدایت کرتے ہوئے کہا کہ حلقہ بندیوں کا عمل مقررہ وقت میں مکمل کیا جائے گا۔ سیاسی جماعتوں نے انتخابات کی تاریخ کے جلد اعلان کا مطالبہ کیا ہے۔ [3, 161, 172, 265]
article-text: عدالت نے درخواست پر سماعت کے بعد فریقین کو نوٹس جاری کرتے ہوئے جواب طلب کر لیا اور کیس کی مزید سماعت آئندہ ہفتے تک ملتوی کر دی۔ وکیل صفائی نے موقف اختیار کیا کہ ان کے موکل کے خلاف درج مقدمہ بے بنیاد ہے اور سیاسی انتقام کا نتیجہ ہے۔ [355, 993, 525, 1097]
article-text: تاجر برادری نے بجلی کی قیمتوں میں اضافے کے خلاف ملک گیر ہڑتال کا اعلان کرتے ہوئے کہا کہ حکومت فوری طور پر اضافی ٹیکس واپس لے بصورت دیگر احتجاج کا دائرہ وسیع کر دیا جائے گا۔ [3, 562, 172, 650]
continued-box [355, 379, 525, 403]
news-column-7 [176, 22, 351, 2554]
continued-label: بقیہ [1008, 118, 1055, 140]
article-text: وزارت خزانہ کے حکام نے بتایا کہ آئی ایم ایف کے ساتھ طے شدہ اہداف پر عملدرآمد جاری ہے اور اس حوالے سے کوئی ایسا قدم نہیں اٹھایا جائے گا جس سے معاہدہ متاثر ہو۔ ذرائع کے مطابق اجلاس میں تجویز دی گئی کہ کم آمدنی والے طبقے کو ٹارگٹڈ سبسڈی دی جائے۔ [3, 1255, 172, 1374]
continued-number: 28 [582, 243, 604, 262]
continued-number: 15 [936, 1371, 958, 1390]
continued-box [709, 1132, 879, 1156]
article-text: اجلاس میں امن و امان کی صورتحال کا جائزہ لیا گیا اور فیصلہ کیا گیا کہ حساس مقامات پر سکیورٹی مزید سخت کی جائے گی۔ شرکا کو بتایا گیا کہ دہشت گردی کے خلاف کارروائیاں جاری ہیں۔ [532, 146, 702, 235]
column-divider [882, 22, 883, 2554]
continued-number: 19 [759, 457, 781, 476]
article-text: وزیراعظم نے کہا کہ پاکستان تمام ممالک کے ساتھ برابری کی بنیاد پر تعلقات چاہتا ہے اور خطے میں امن و استحکام کے لیے اپنا کردار ادا کرتا رہے گا۔ انہوں نے سرمایہ کاروں کو یقین دلایا کہ ان کے مفادات کا مکمل تحفظ کیا جائے گا۔ [1063, 1166, 1233, 1269]
continued-number: 44 [229, 134, 251, 153]
continued-box [709, 301, 879, 325]
column-divider [528, 22, 529, 2554]
news-column-2 [1060, 22, 1236, 2554]
continued-box [3, 656, 172, 680]
article-text: اجلاس میں امن و امان کی صورتحال کا جائزہ لیا گیا اور فیصلہ کیا گیا کہ حساس مقامات پر سکیورٹی مزید سخت کی جائے گی۔ شرکا کو بتایا گیا کہ دہشت گردی کے خلاف کارروائیاں جاری ہیں۔ [709, 23, 879, 111]
continued-label: بقیہ [1008, 627, 1055, 649]
news-column-6 [352, 22, 528, 2554]
continued-label: بقیہ [477, 380, 524, 402]
continued-label: بقیہ [1008, 890, 1055, 912]
continued-box [709, 593, 879, 617]
continued-label: بقیہ [124, 410, 171, 432]
continued-box [886, 349, 1056, 373]
continued-box [532, 855, 702, 879]
continued-box [1240, 454, 1406, 478]
article-text: چیئرمین نے کہا کہ ادارے میں شفافیت اور میرٹ کو یقینی بنایا جائے گا اور کسی بھی قسم کی بدعنوانی برداشت نہیں کی جائے گی۔ انہوں نے افسران کو ہدایت کی کہ عوامی شکایات کا فوری ازالہ کیا جائے اور زیر التوا معاملات کو جلد نمٹایا جائے۔ [532, 885, 702, 988]
continued-box [355, 1102, 525, 1126]
news-column-5 [529, 22, 705, 2554]
continued-number: 57 [53, 1228, 75, 1247]
continued-number: 20 [759, 595, 781, 614]
continued-label: بقیہ [831, 1381, 878, 1403]
news-column-1 [1237, 22, 1409, 2554]
continued-label: بقیہ [1185, 657, 1232, 679]
continued-box [1240, 177, 1406, 201]
continued-label: بقیہ [1008, 350, 1055, 372]
article-text: تاجر برادری نے بجلی کی قیمتوں میں اضافے کے خلاف ملک گیر ہڑتال کا اعلان کرتے ہوئے کہا کہ حکومت فوری طور پر اضافی ٹیکس واپس لے بصورت دیگر احتجاج کا دائرہ وسیع کر دیا جائے گا۔ [1240, 1087, 1406, 1176]
continued-label: بقیہ [654, 1118, 701, 1140]
article-text: وزارت خزانہ کے حکام نے بتایا کہ آئی ایم ایف کے ساتھ طے شدہ اہداف پر عملدرآمد جاری ہے اور اس حوالے سے کوئی ایسا قدم نہیں اٹھایا جائے گا جس سے معاہدہ متاثر ہو۔ ذرائع کے مطابق اجلاس میں تجویز دی گئی کہ کم آمدنی والے طبقے کو ٹارگٹڈ سبسڈی دی جائے۔ [1063, 532, 1233, 651]
article-text: الیکشن کمیشن نے انتخابی فہرستوں کی تیاری کا کام مکمل کرنے کی ہدایت کرتے ہوئے کہا کہ حلقہ بندیوں کا عمل مقررہ وقت میں مکمل کیا جائے گا۔ سیاسی جماعتوں نے انتخابات کی تاریخ کے جلد اعلان کا مطالبہ کیا ہے۔ [886, 1166, 1056, 1254]
article-text: عدالت نے درخواست پر سماعت کے بعد فریقین کو نوٹس جاری کرتے ہوئے جواب طلب کر لیا اور کیس کی مزید سماعت آئندہ ہفتے تک ملتوی کر دی۔ وکیل صفائی نے موقف اختیار کیا کہ ان کے موکل کے خلاف درج مقدمہ بے بنیاد ہے اور سیاسی انتقام کا نتیجہ ہے۔ [3, 1409, 172, 1513]
continued-box [3, 1042, 172, 1066]
continued-number: 02 [1288, 457, 1310, 476]
continued-label: بقیہ [654, 717, 701, 739]
continued-label: بقیہ [1358, 455, 1405, 477]
continued-label: بقیہ [477, 811, 524, 833]
continued-number: 04 [1288, 952, 1310, 971]
continued-label: بقیہ [654, 856, 701, 878]
article-text: چیئرمین نے کہا کہ ادارے میں شفافیت اور میرٹ کو یقینی بنایا جائے گا اور کسی بھی قسم کی بدعنوانی برداشت نہیں کی جائے گی۔ انہوں نے افسران کو ہدایت کی کہ عوامی شکایات کا فوری ازالہ کیا جائے اور زیر التوا معاملات کو جلد نمٹایا جائے۔ [886, 1027, 1056, 1130]
continued-label: بقیہ [124, 1043, 171, 1065]
article-text: اجلاس میں امن و امان کی صورتحال کا جائزہ لیا گیا اور فیصلہ کیا گیا کہ حساس مقامات پر سکیورٹی مزید سخت کی جائے گی۔ شرکا کو بتایا گیا کہ دہشت گردی کے خلاف کارروائیاں جاری ہیں۔ [179, 719, 348, 808]
continued-box [709, 994, 879, 1018]
column-divider [351, 22, 352, 2554]
continued-box [532, 578, 702, 602]
article-text: صوبائی حکومت نے ترقیاتی منصوبوں کے لیے فنڈز جاری کرنے کی منظوری دے دی ہے اور متعلقہ محکموں کو ہدایت کی گئی ہے کہ منصوبے مقررہ مدت میں مکمل کیے جائیں تاکہ عوام کو ان کے ثمرات جلد مل سکیں۔ [3, 824, 172, 913]
continued-label: بقیہ [1008, 1369, 1055, 1391]
continued-box [709, 1256, 879, 1280]
continued-box [3, 1380, 172, 1404]
